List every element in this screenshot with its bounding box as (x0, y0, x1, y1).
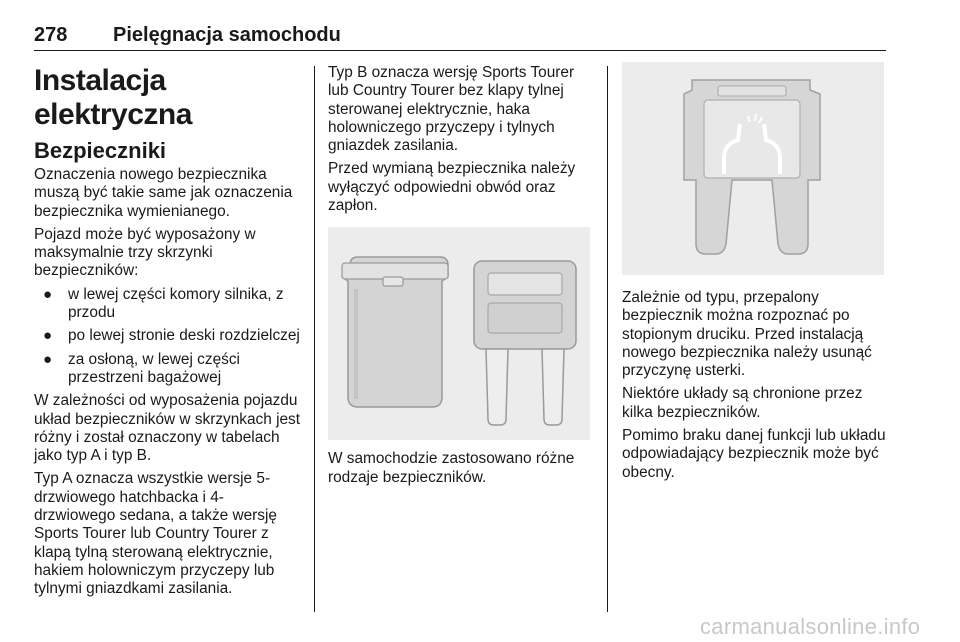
watermark: carmanualsonline.info (700, 614, 921, 639)
blown-fuse-drawing (622, 62, 884, 275)
paragraph: Zależnie od typu, przepalony bezpiecznik można rozpoznać po stopionym druciku. Przed instalacją nowego bezpiecznika należy usunąć przyczynę usterki. (622, 289, 872, 380)
bullet-icon: ● (43, 350, 53, 368)
paragraph: Przed wymianą bezpiecznika należy wyłączyć odpowiedni obwód oraz zapłon. (328, 160, 576, 215)
column-1 (34, 64, 304, 604)
fuse-types-drawing (328, 227, 590, 440)
running-title: Pielęgnacja samochodu (113, 24, 341, 46)
cartridge-fuse-icon (342, 257, 448, 407)
paragraph: Niektóre układy są chronione przez kilka bezpieczników. (622, 385, 863, 421)
list-item: ● po lewej stronie deski rozdzielczej (43, 327, 300, 345)
fusebox-location-list (34, 286, 304, 387)
bullet-icon: ● (43, 285, 53, 303)
paragraph: Typ B oznacza wersję Sports Tourer lub Country Tourer bez klapy tylnej sterowanej elektrycznie, haka holowniczego przyczepy i tylnych gniazdek zasilania. (328, 64, 575, 155)
subsection-title: Bezpieczniki (34, 138, 167, 163)
blown-fuse-illustration (622, 62, 884, 275)
paragraph: W zależności od wyposażenia pojazdu układ bezpieczników w skrzynkach jest różny i został oznaczony w tabelach jako typ A i typ B. (34, 392, 301, 465)
paragraph: Typ A oznacza wszystkie wersje 5-drzwiowego hatchbacka i 4-drzwiowego sedana, a także wersję Sports Tourer lub Country Tourer z klapą tylną sterowaną elektrycznie, hakiem holowniczym przyczepy lub tylnymi gniazdkami zasilania. (34, 470, 277, 598)
column-2 (328, 64, 598, 492)
column-divider (607, 66, 608, 612)
paragraph: Pomimo braku danej funkcji lub układu odpowiadający bezpiecznik może być obecny. (622, 427, 886, 481)
bullet-icon: ● (43, 327, 53, 345)
fuse-types-illustration (328, 227, 590, 440)
page-number: 278 (34, 24, 68, 46)
paragraph: W samochodzie zastosowano różne rodzaje bezpieczników. (328, 450, 575, 486)
page-header (34, 24, 886, 50)
blade-fuse-icon (474, 261, 576, 425)
header-rule (34, 50, 886, 51)
column-divider (314, 66, 315, 612)
paragraph: Pojazd może być wyposażony w maksymalnie trzy skrzynki bezpieczników: (34, 225, 256, 280)
blown-blade-fuse-icon (684, 80, 820, 254)
list-item: ● za osłoną, w lewej części przestrzeni bagażowej (43, 350, 240, 386)
list-item: ● w lewej części komory silnika, z przodu (43, 285, 284, 322)
column-3 (622, 64, 890, 487)
paragraph: Oznaczenia nowego bezpiecznika muszą być takie same jak oznaczenia bezpiecznika wymienianego. (34, 166, 293, 220)
section-title: Instalacja elektryczna (34, 64, 192, 131)
